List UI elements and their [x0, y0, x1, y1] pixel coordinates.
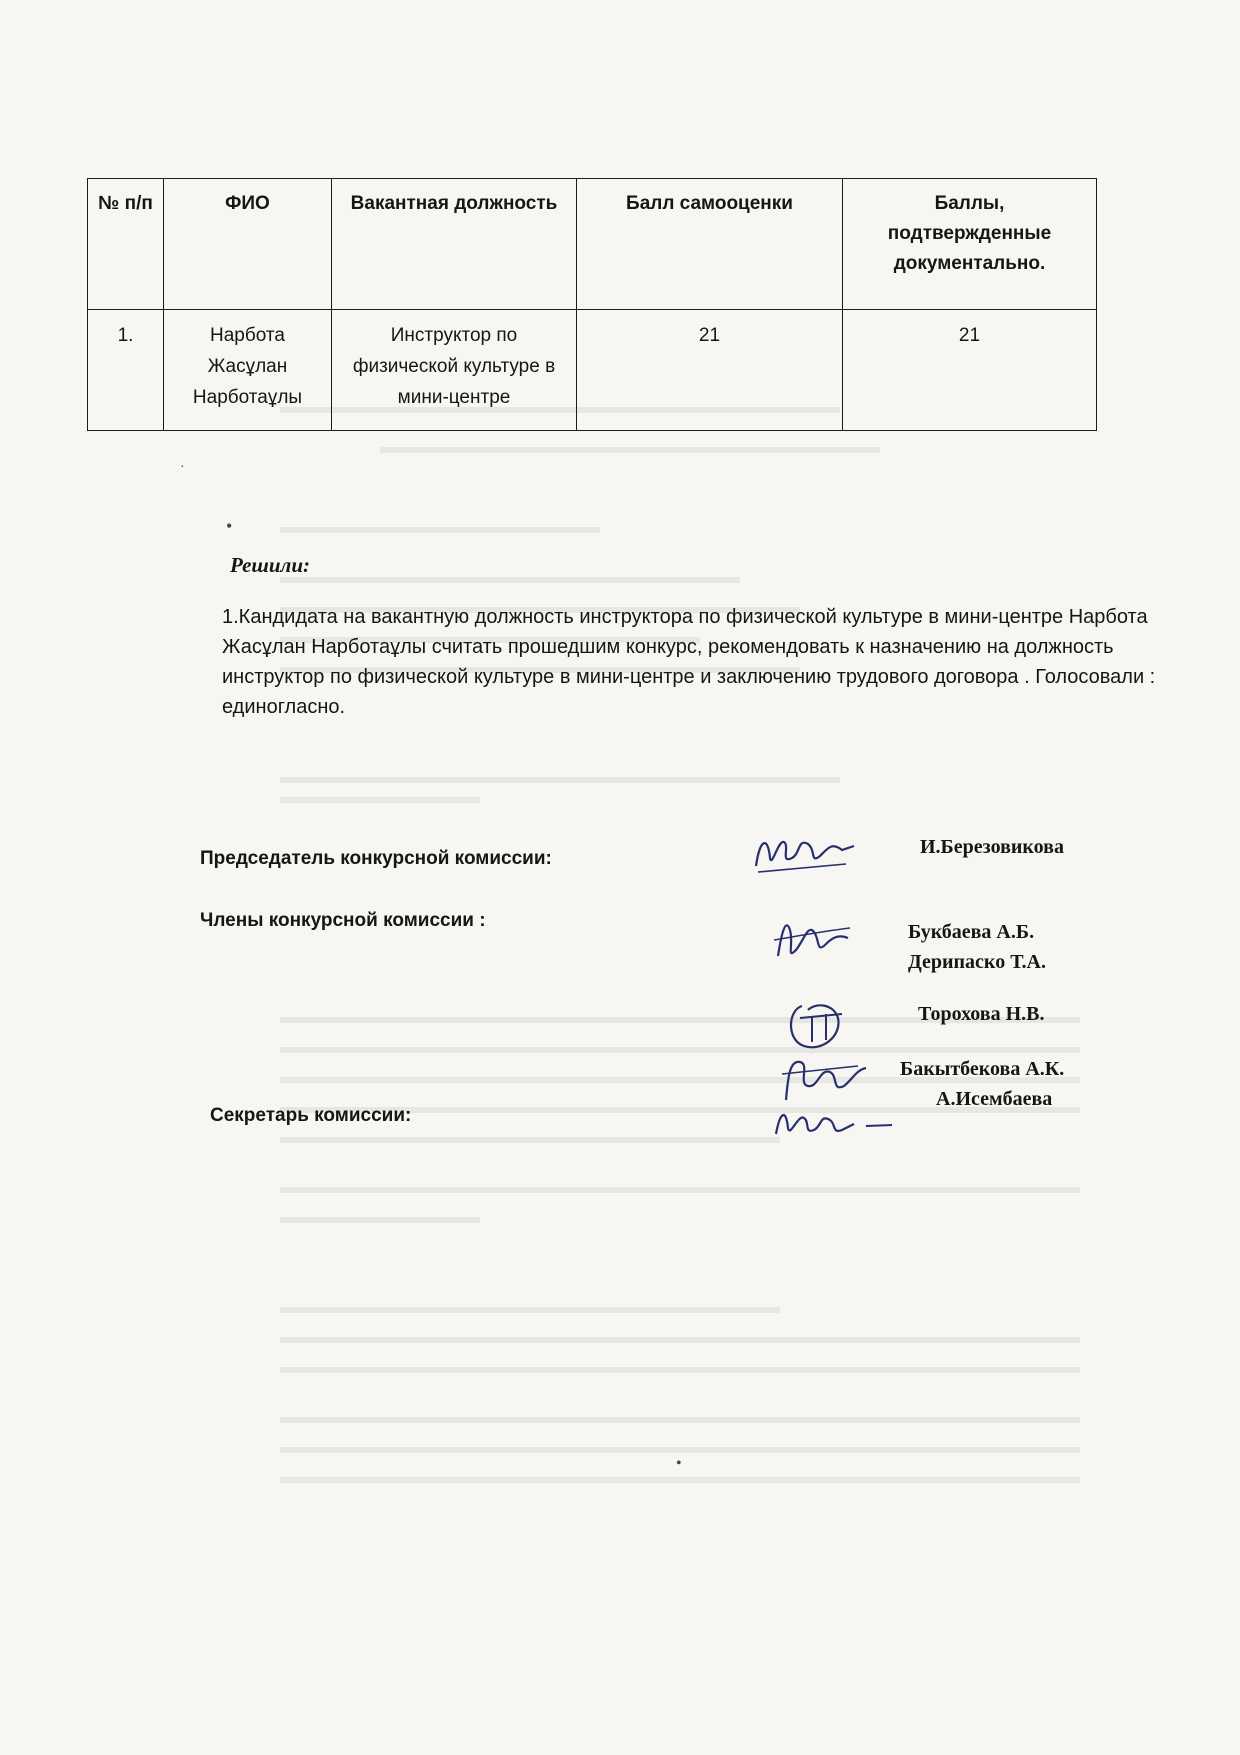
cell-confirmed-score: 21 [843, 310, 1097, 431]
scan-smudge-mark: · [180, 460, 185, 475]
member-name: Бакытбекова А.К. [900, 1058, 1065, 1080]
table-row [88, 310, 1097, 431]
column-header-self-assessment: Балл самооценки [577, 179, 843, 310]
column-header-full-name: ФИО [164, 179, 332, 310]
column-header-number: № п/п [88, 179, 164, 310]
secretary-signature-icon [770, 1100, 900, 1145]
cell-full-name: Нарбота Жасұлан Нарботаұлы [164, 310, 332, 431]
scan-smudge-mark: • [676, 1455, 682, 1472]
candidate-score-table [87, 178, 1097, 431]
cell-self-assessment: 21 [577, 310, 843, 431]
resolved-heading: Решили: [230, 553, 311, 577]
chair-signature-icon [750, 828, 860, 878]
chair-name: И.Березовикова [920, 836, 1064, 858]
resolution-text: 1.Кандидата на вакантную должность инструктора по физической культуре в мини-центре Нарбота Жасұлан Нарботаұлы считать прошедшим конкурс, рекомендовать к назначению на должность инструктор по физической культуре в мини-центре и заключению трудового договора . Голосовали : единогласно. [222, 606, 1156, 718]
secretary-label: Секретарь комиссии: [210, 1105, 412, 1126]
member-name: Букбаева А.Б. [908, 921, 1035, 943]
column-header-vacant-position: Вакантная должность [332, 179, 577, 310]
cell-vacant-position: Инструктор по физической культуре в мини-центре [332, 310, 577, 431]
scan-smudge-mark: • [226, 516, 233, 536]
member-name: Дерипаско Т.А. [908, 951, 1046, 973]
secretary-name: А.Исембаева [936, 1088, 1053, 1110]
cell-number: 1. [88, 310, 164, 431]
member-name: Торохова Н.В. [918, 1003, 1045, 1025]
member-signature-icon [782, 996, 862, 1056]
chair-label: Председатель конкурсной комиссии: [200, 848, 552, 869]
members-label: Члены конкурсной комиссии : [200, 910, 486, 931]
member-signature-icon [768, 910, 858, 970]
column-header-confirmed-score: Баллы, подтвержденные документально. [843, 179, 1097, 310]
table-header-row [88, 179, 1097, 310]
